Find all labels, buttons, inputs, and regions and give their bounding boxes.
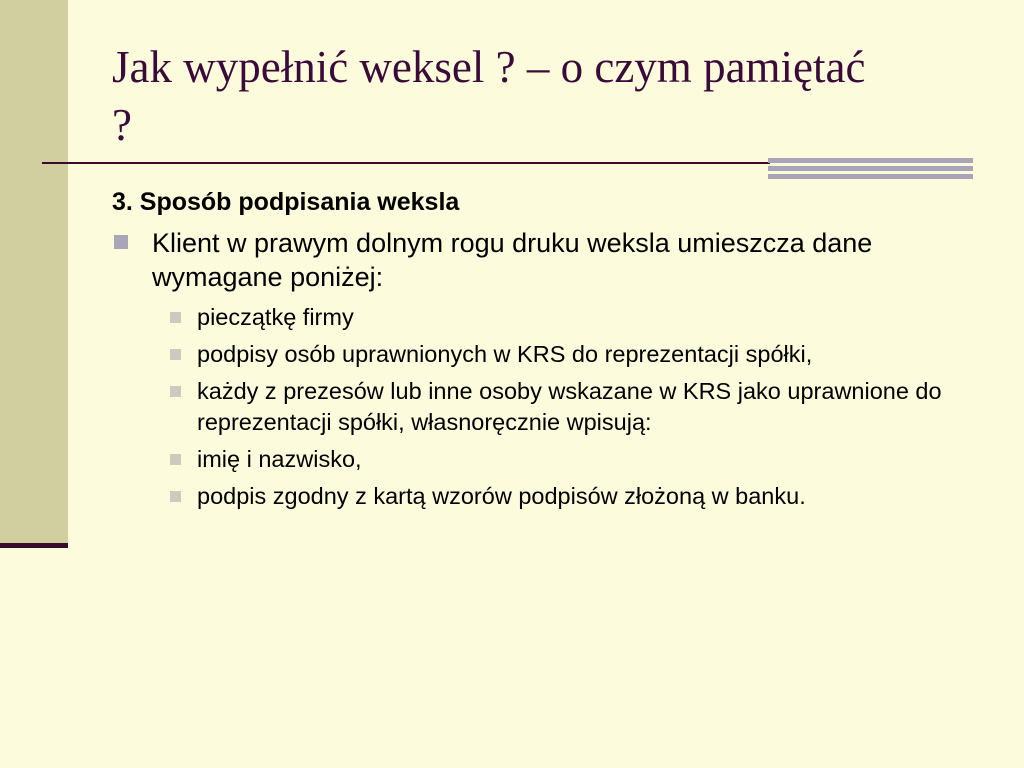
- sub-bullet-list: [112, 302, 952, 512]
- sub-bullet: [112, 376, 952, 438]
- square-bullet-icon: [170, 386, 181, 397]
- sub-bullet-text: imię i nazwisko,: [197, 446, 362, 472]
- decorative-bar: [768, 174, 973, 179]
- sub-bullet-text: pieczątkę firmy: [197, 304, 354, 330]
- sub-bullet-text: podpisy osób uprawnionych w KRS do reprezentacji spółki,: [197, 341, 813, 367]
- square-bullet-icon: [170, 312, 181, 323]
- sub-bullet-text: każdy z prezesów lub inne osoby wskazane w KRS jako uprawnione do reprezentacji spółki, własnoręcznie wpisują:: [197, 378, 942, 435]
- sub-bullet: [112, 481, 952, 512]
- left-decorative-band: [0, 0, 68, 545]
- section-heading: 3. Sposób podpisania weksla: [112, 188, 460, 216]
- slide-body: [112, 182, 952, 518]
- decorative-bars: [768, 158, 973, 179]
- decorative-bar: [768, 166, 973, 171]
- square-bullet-icon: [170, 491, 181, 502]
- sub-bullet: [112, 339, 952, 370]
- sub-bullet: [112, 444, 952, 475]
- square-bullet-icon: [170, 349, 181, 360]
- decorative-bar: [768, 158, 973, 163]
- left-band-accent-line: [0, 543, 68, 548]
- sub-bullet-text: podpis zgodny z kartą wzorów podpisów złożoną w banku.: [197, 483, 806, 509]
- square-bullet-icon: [114, 235, 128, 249]
- main-bullet: [112, 226, 952, 294]
- title-divider: [42, 162, 770, 164]
- sub-bullet: [112, 302, 952, 333]
- square-bullet-icon: [170, 454, 181, 465]
- main-bullet-text: Klient w prawym dolnym rogu druku weksla umieszcza dane wymagane poniżej:: [152, 228, 873, 292]
- slide-title: Jak wypełnić weksel ? – o czym pamiętać ?: [112, 42, 866, 150]
